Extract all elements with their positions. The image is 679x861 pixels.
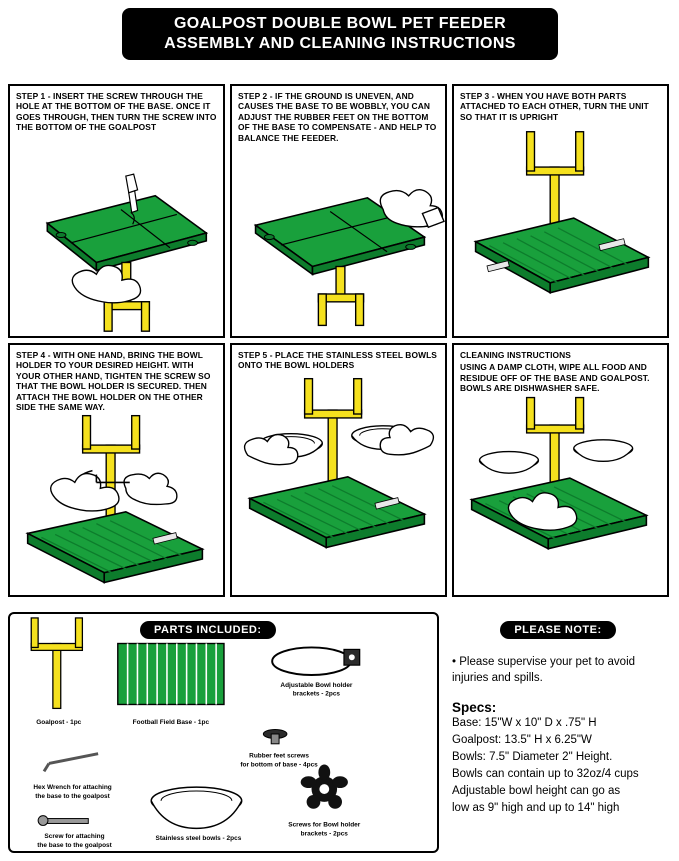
parts-heading: PARTS INCLUDED:	[140, 621, 276, 639]
title-line-2: ASSEMBLY AND CLEANING INSTRUCTIONS	[164, 35, 516, 52]
part-label-bracket-screws-1: Screws for Bowl holder	[288, 821, 361, 829]
spec-line-height-2: low as 9" high and up to 14" high	[452, 802, 620, 814]
part-label-brackets-1: Adjustable Bowl holder	[280, 681, 353, 689]
page-title	[122, 8, 558, 60]
steps-grid	[8, 84, 671, 604]
spec-line-capacity: Bowls can contain up to 32oz/4 cups	[452, 768, 639, 780]
step-2-text: STEP 2 - IF THE GROUND IS UNEVEN, AND CAUSES THE BASE TO BE WOBBLY, YOU CAN ADJUST THE RUBBER FEET ON THE BOTTOM OF THE BASE TO COMPENSATE - AND HELP TO BALANCE THE FEEDER.	[238, 91, 437, 143]
step-panel-2	[230, 84, 447, 338]
part-label-bracket-screws-2: brackets - 2pcs	[300, 830, 348, 838]
part-label-goalpost: Goalpost - 1pc	[36, 719, 82, 727]
parts-included-panel	[8, 612, 439, 853]
note-bullet: • Please supervise your pet to avoid injuries and spills.	[452, 656, 636, 684]
spec-line-height-1: Adjustable bowl height can go as	[452, 785, 621, 797]
step-panel-3	[452, 84, 669, 338]
spec-line-goalpost: Goalpost: 13.5" H x 6.25"W	[452, 734, 592, 746]
title-line-1: GOALPOST DOUBLE BOWL PET FEEDER	[173, 15, 507, 32]
part-label-bowls: Stainless steel bowls - 2pcs	[155, 835, 242, 843]
please-note-panel	[444, 612, 671, 853]
cleaning-heading: CLEANING INSTRUCTIONS	[460, 350, 571, 360]
part-label-screw-1: Screw for attaching	[44, 833, 105, 841]
part-label-wrench-2: the base to the goalpost	[35, 792, 110, 800]
step-5-text: STEP 5 - PLACE THE STAINLESS STEEL BOWLS ONTO THE BOWL HOLDERS	[238, 350, 437, 371]
part-label-screw-2: the base to the goalpost	[37, 842, 112, 850]
spec-line-base: Base: 15"W x 10" D x .75" H	[452, 717, 597, 729]
part-label-feet-1: Rubber feet screws	[249, 752, 309, 760]
step-panel-5	[230, 343, 447, 597]
step-2-illustration	[232, 145, 445, 335]
step-panel-4	[8, 343, 225, 597]
step-3-text: STEP 3 - WHEN YOU HAVE BOTH PARTS ATTACHED TO EACH OTHER, TURN THE UNIT SO THAT IT IS UPRIGHT	[460, 91, 649, 122]
step-4-text: STEP 4 - WITH ONE HAND, BRING THE BOWL HOLDER TO YOUR DESIRED HEIGHT. WITH YOUR OTHER HAND, TIGHTEN THE SCREW SO THAT THE BOWL HOLDER IS SECURED. THEN ATTACH THE BOWL HOLDER ON THE OTHER SIDE THE SAME WAY.	[16, 350, 211, 413]
part-label-wrench-1: Hex Wrench for attaching	[33, 784, 112, 792]
spec-line-bowls: Bowls: 7.5" Diameter 2" Height.	[452, 751, 613, 763]
part-label-feet-2: for bottom of base - 4pcs	[240, 761, 318, 769]
cleaning-illustration	[454, 396, 667, 566]
part-label-field-base: Football Field Base - 1pc	[132, 719, 210, 727]
step-5-illustration	[232, 373, 445, 563]
note-heading: PLEASE NOTE:	[500, 621, 615, 639]
step-3-illustration	[454, 124, 667, 324]
specs-title: Specs:	[452, 700, 497, 715]
step-panel-cleaning	[452, 343, 669, 597]
step-panel-1	[8, 84, 225, 338]
step-1-illustration	[10, 135, 223, 335]
step-1-text: STEP 1 - INSERT THE SCREW THROUGH THE HOLE AT THE BOTTOM OF THE BASE. ONCE IT GOES THROUGH, THEN TURN THE SCREW INTO THE BOTTOM OF THE GOALPOST	[16, 91, 217, 133]
step-4-illustration	[10, 414, 223, 594]
parts-illustrations	[10, 614, 437, 851]
cleaning-body: USING A DAMP CLOTH, WIPE ALL FOOD AND RESIDUE OFF OF THE BASE AND GOALPOST. BOWLS ARE DISHWASHER SAFE.	[460, 362, 650, 394]
part-label-brackets-2: brackets - 2pcs	[292, 690, 341, 698]
